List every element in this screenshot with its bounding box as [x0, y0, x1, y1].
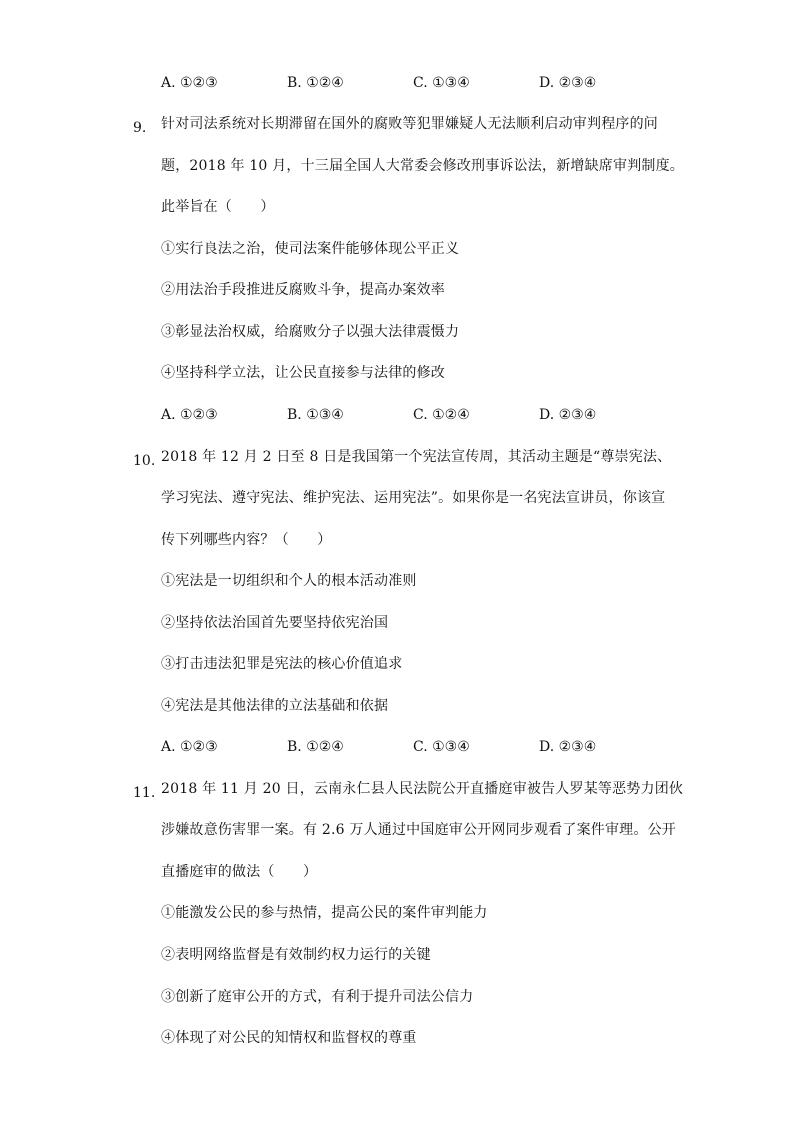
q9-option-c: C. ①②④ [413, 407, 470, 423]
q9-stem-line-3: 此举旨在（ ） [161, 199, 275, 215]
q11-item-3: ③创新了庭审公开的方式，有利于提升司法公信力 [161, 989, 474, 1005]
q9-option-d: D. ②③④ [539, 407, 597, 423]
q8-option-d: D. ②③④ [539, 75, 597, 91]
q9-item-1: ①实行良法之治，使司法案件能够体现公平正义 [161, 241, 460, 257]
q11-item-4: ④体现了对公民的知情权和监督权的尊重 [161, 1030, 417, 1046]
q8-option-b: B. ①②④ [287, 75, 344, 91]
q8-option-a: A. ①②③ [161, 75, 218, 91]
q11-number: 11. [133, 785, 156, 801]
q9-item-2: ②用法治手段推进反腐败斗争，提高办案效率 [161, 282, 445, 298]
q11-stem-line-3: 直播庭审的做法（ ） [161, 864, 318, 880]
q10-item-4: ④宪法是其他法律的立法基础和依据 [161, 698, 389, 714]
q11-item-1: ①能激发公民的参与热情，提高公民的案件审判能力 [161, 905, 488, 921]
q10-stem-line-1: 2018 年 12 月 2 日至 8 日是我国第一个宪法宣传周，其活动主题是“尊崇宪法、 [161, 449, 672, 465]
q10-item-3: ③打击违法犯罪是宪法的核心价值追求 [161, 656, 403, 672]
q10-option-c: C. ①③④ [413, 739, 470, 755]
q10-stem-line-2: 学习宪法、遵守宪法、维护宪法、运用宪法”。如果你是一名宪法宣讲员，你该宣 [161, 490, 666, 506]
q10-option-d: D. ②③④ [539, 739, 597, 755]
q9-option-a: A. ①②③ [161, 407, 218, 423]
q10-number: 10. [133, 453, 156, 469]
q10-stem-line-3: 传下列哪些内容？（ ） [161, 532, 332, 548]
q9-option-b: B. ①③④ [287, 407, 344, 423]
q10-item-2: ②坚持依法治国首先要坚持依宪治国 [161, 615, 389, 631]
q11-stem-line-1: 2018 年 11 月 20 日，云南永仁县人民法院公开直播庭审被告人罗某等恶势力团伙 [161, 781, 684, 797]
q9-item-3: ③彰显法治权威，给腐败分子以强大法律震慑力 [161, 324, 460, 340]
q9-stem-line-1: 针对司法系统对长期滞留在国外的腐败等犯罪嫌疑人无法顺利启动审判程序的问 [161, 116, 658, 132]
q9-number: 9. [133, 120, 147, 136]
q10-item-1: ①宪法是一切组织和个人的根本活动准则 [161, 573, 417, 589]
q9-stem-line-2: 题，2018 年 10 月，十三届全国人大常委会修改刑事诉讼法，新增缺席审判制度。 [161, 158, 684, 174]
q9-item-4: ④坚持科学立法，让公民直接参与法律的修改 [161, 365, 445, 381]
q10-option-b: B. ①②④ [287, 739, 344, 755]
q10-option-a: A. ①②③ [161, 739, 218, 755]
q11-stem-line-2: 涉嫌故意伤害罪一案。有 2.6 万人通过中国庭审公开网同步观看了案件审理。公开 [161, 822, 676, 838]
q11-item-2: ②表明网络监督是有效制约权力运行的关键 [161, 947, 431, 963]
q8-option-c: C. ①③④ [413, 75, 470, 91]
